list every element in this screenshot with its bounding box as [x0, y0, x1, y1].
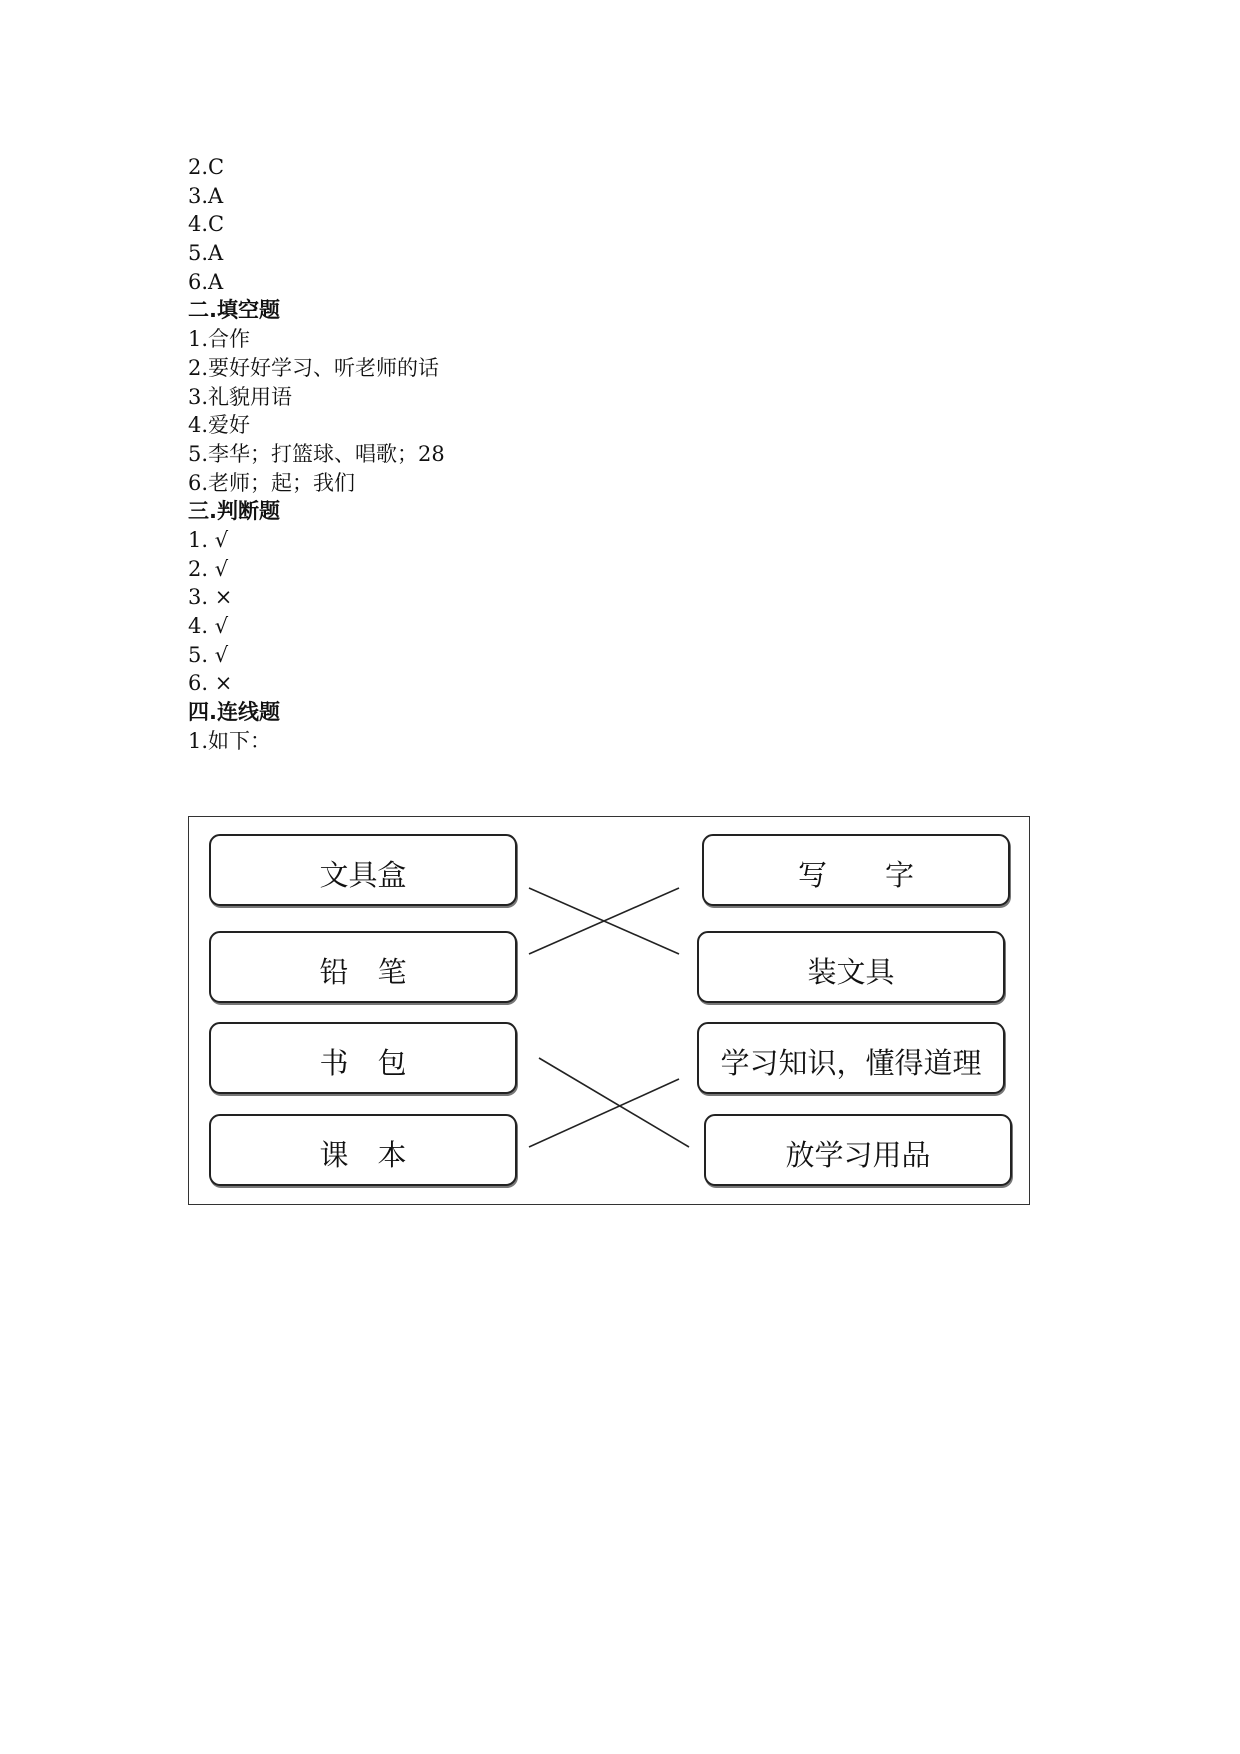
- fill-blank-answer: 5.李华；打篮球、唱歌；28: [188, 441, 445, 466]
- right-item-box: 装文具: [697, 931, 1005, 1003]
- fill-blank-answer: 3.礼貌用语: [188, 384, 293, 409]
- true-false-answer: 1. √: [188, 527, 229, 552]
- fill-blank-heading: 二.填空题: [188, 298, 280, 323]
- right-item-box: 写 字: [702, 834, 1010, 906]
- left-item-box: 课 本: [209, 1114, 517, 1186]
- matching-intro: 1.如下：: [188, 728, 272, 753]
- fill-blank-answer: 4.爱好: [188, 413, 251, 438]
- right-item-box: 放学习用品: [704, 1114, 1012, 1186]
- choice-answer: 3.A: [188, 183, 224, 208]
- true-false-answer: 6. ×: [188, 671, 233, 696]
- true-false-answer: 2. √: [188, 556, 229, 581]
- fill-blank-answer: 2.要好好学习、听老师的话: [188, 355, 440, 380]
- connector-line: [529, 1079, 679, 1147]
- choice-answer: 4.C: [188, 212, 225, 237]
- matching-heading: 四.连线题: [188, 700, 280, 725]
- true-false-answer: 5. √: [188, 642, 229, 667]
- left-item-box: 文具盒: [209, 834, 517, 906]
- choice-answer: 5.A: [188, 241, 224, 266]
- left-item-box: 书 包: [209, 1022, 517, 1094]
- matching-diagram: [188, 816, 1030, 1205]
- right-item-box: 学习知识，懂得道理: [697, 1022, 1005, 1094]
- choice-answer: 2.C: [188, 155, 225, 179]
- true-false-answer: 3. ×: [188, 585, 233, 610]
- answer-sheet: [188, 153, 1088, 755]
- fill-blank-answer: 1.合作: [188, 327, 251, 352]
- true-false-answer: 4. √: [188, 614, 229, 638]
- fill-blank-answer: 6.老师；起；我们: [188, 470, 356, 495]
- choice-answer: 6.A: [188, 269, 224, 294]
- true-false-heading: 三.判断题: [188, 499, 280, 524]
- left-item-box: 铅 笔: [209, 931, 517, 1003]
- connector-line: [539, 1058, 689, 1147]
